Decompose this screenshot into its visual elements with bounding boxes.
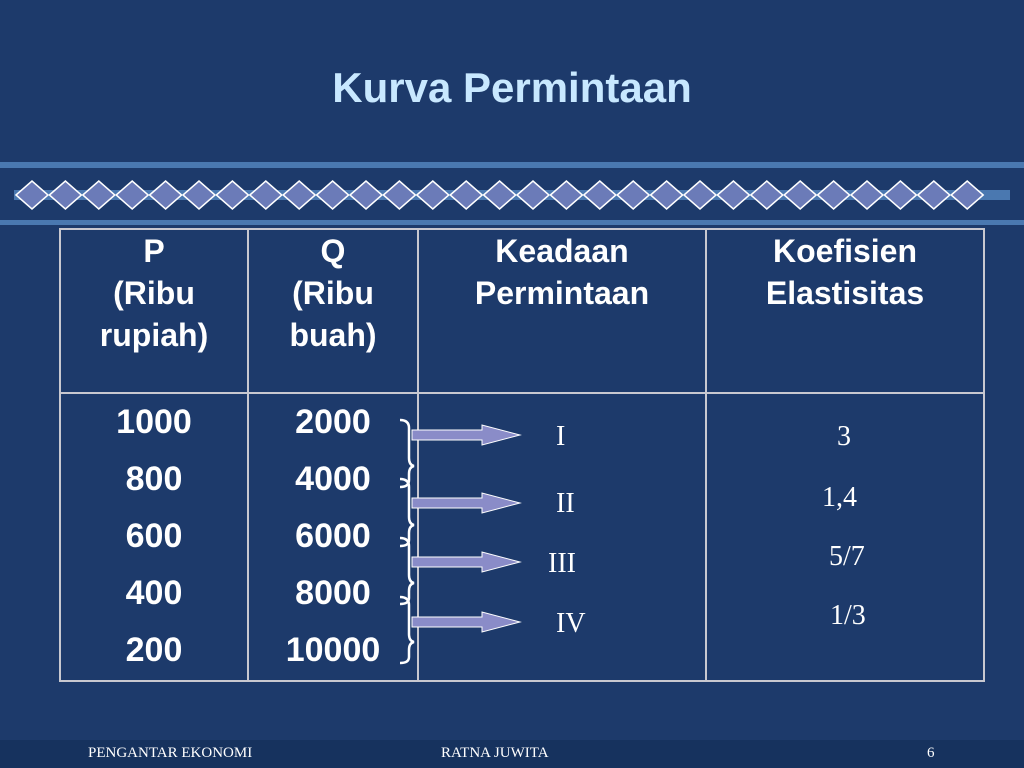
quantity-value: 2000: [295, 403, 371, 441]
coefficient-value: 1,4: [822, 482, 857, 513]
footer-course: PENGANTAR EKONOMI: [88, 745, 253, 761]
price-value: 200: [125, 631, 183, 669]
quantity-value: 10000: [285, 631, 381, 669]
header-quantity-line: buah): [289, 317, 377, 353]
right-arrow-icon: [412, 425, 520, 445]
brace-icon: [400, 597, 414, 663]
header-koefisien-line: Elastisitas: [765, 275, 925, 311]
price-value: 600: [125, 517, 183, 555]
right-arrow-icon: [412, 612, 520, 632]
header-koefisien-line: Koefisien: [772, 233, 918, 269]
coefficient-value: 5/7: [829, 541, 865, 572]
header-keadaan-line: Keadaan: [495, 233, 629, 269]
footer-page-number: 6: [927, 745, 935, 761]
header-quantity-line: Q: [320, 233, 346, 269]
right-arrow-icon: [412, 493, 520, 513]
quantity-value: 4000: [295, 460, 371, 498]
price-value: 400: [125, 574, 183, 612]
header-keadaan-line: Permintaan: [474, 275, 650, 311]
slide-title: Kurva Permintaan: [332, 64, 692, 111]
header-price-line: (Ribu: [113, 275, 195, 311]
slide-footer: [0, 740, 1024, 768]
header-quantity-line: (Ribu: [292, 275, 374, 311]
footer-author: RATNA JUWITA: [441, 745, 549, 761]
brace-icon: [400, 538, 414, 604]
header-price-line: P: [143, 233, 165, 269]
header-price-line: rupiah): [99, 317, 209, 353]
brace-icon: [400, 479, 414, 546]
right-arrow-icon: [412, 552, 520, 572]
quantity-value: 8000: [295, 574, 371, 612]
arrow-group: [412, 425, 520, 632]
coefficient-value: 3: [837, 421, 851, 452]
state-label: I: [556, 421, 566, 452]
coefficient-value: 1/3: [830, 600, 866, 631]
state-label: IV: [556, 608, 586, 639]
price-value: 800: [125, 460, 183, 498]
state-label: II: [556, 488, 575, 519]
quantity-value: 6000: [295, 517, 371, 555]
state-label: III: [548, 548, 576, 579]
price-value: 1000: [116, 403, 192, 441]
